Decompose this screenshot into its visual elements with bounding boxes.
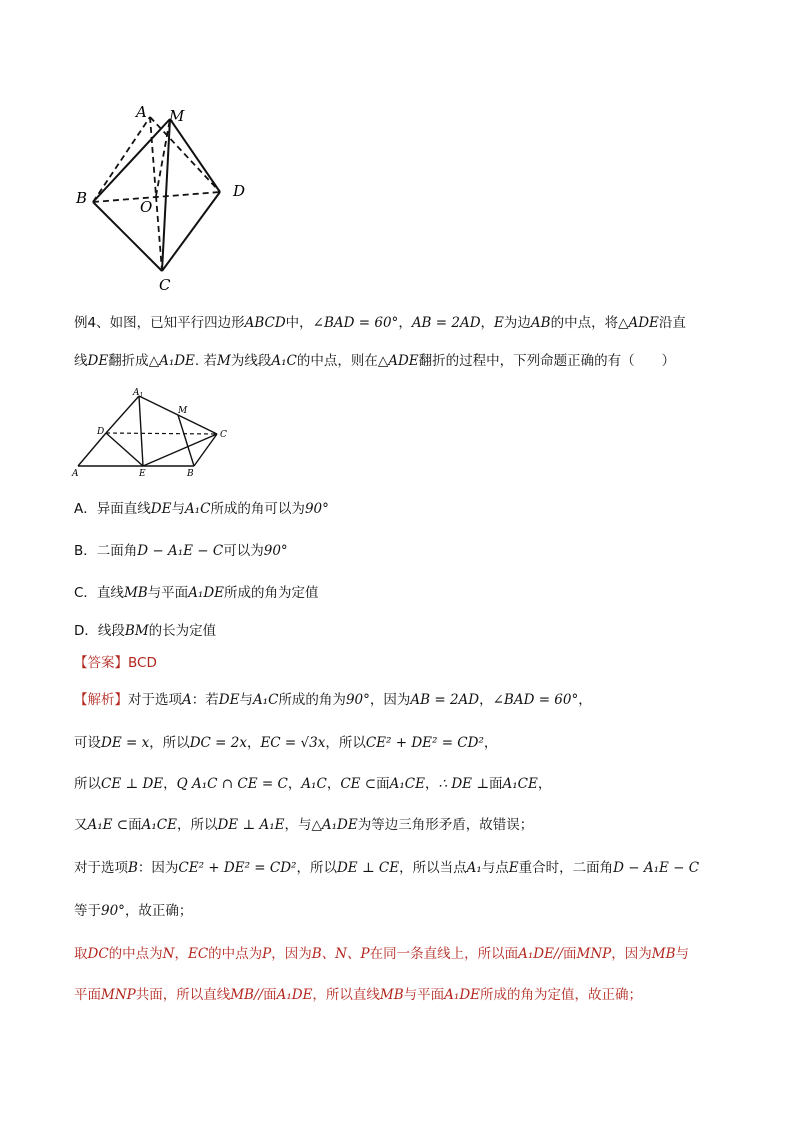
label-M: M	[169, 107, 185, 125]
label-M: M	[178, 406, 188, 416]
edge-DA1	[106, 396, 139, 433]
figure-pyramid	[70, 95, 270, 300]
answer-label: 【答案】	[74, 655, 128, 671]
analysis-line-1: 【解析】对于选项A：若DE与A₁C所成的角为90°，因为AB = 2AD，∠BAD = 60°，	[74, 692, 592, 708]
analysis-line-4: 又A₁E ⊂面A₁CE，所以DE ⊥ A₁E，与△A₁DE为等边三角形矛盾，故错误；	[74, 817, 534, 833]
label-E: E	[139, 469, 146, 479]
analysis-line-7: 取DC的中点为N，EC的中点为P，因为B、N、P在同一条直线上，所以面A₁DE//面MNP，因为MB与	[74, 946, 689, 962]
edge-A1E	[139, 396, 143, 466]
label-A1: $A_1$	[133, 388, 144, 399]
label-O: O	[140, 198, 153, 216]
label-B: B	[76, 189, 88, 207]
figure-parallelogram	[70, 385, 245, 480]
edge-BM	[93, 119, 170, 202]
edge-OC	[156, 196, 162, 271]
edge-AO	[150, 117, 156, 196]
option-b: B．二面角D − A₁E − C可以为90°	[74, 543, 288, 559]
label-B: B	[187, 469, 194, 479]
edge-BA	[93, 117, 150, 202]
label-D: D	[233, 182, 246, 200]
edge-DC	[106, 433, 217, 434]
example-line-2: 线DE翻折成△A₁DE. 若M为线段A₁C的中点，则在△ADE翻折的过程中，下列命题正确的有（ ）	[74, 353, 676, 369]
label-C: C	[159, 276, 171, 294]
analysis-line-5: 对于选项B：因为CE² + DE² = CD²，所以DE ⊥ CE，所以当点A₁与点E重合时，二面角D − A₁E − C	[74, 860, 700, 876]
label-D: D	[97, 427, 105, 437]
option-a: A．异面直线DE与A₁C所成的角可以为90°	[74, 501, 329, 517]
edge-MD	[170, 119, 220, 192]
option-c: C．直线MB与平面A₁DE所成的角为定值	[74, 585, 319, 601]
label-C: C	[220, 430, 227, 440]
example-line-1: 例4、如图，已知平行四边形ABCD中，∠BAD = 60°，AB = 2AD，E为边AB的中点，将△ADE沿直	[74, 315, 686, 331]
option-d: D．线段BM的长为定值	[74, 623, 217, 639]
edge-CD	[162, 192, 220, 271]
answer-value: BCD	[128, 655, 157, 671]
label-A: A	[72, 469, 79, 479]
analysis-line-6: 等于90°，故正确；	[74, 903, 193, 919]
edge-DE	[106, 433, 143, 466]
analysis-line-3: 所以CE ⊥ DE，Q A₁C ∩ CE = C，A₁C，CE ⊂面A₁CE，∴ DE ⊥面A₁CE，	[74, 776, 552, 792]
analysis-line-2: 可设DE = x，所以DC = 2x，EC = √3x，所以CE² + DE² = CD²，	[74, 735, 498, 751]
answer-line	[74, 653, 157, 673]
edge-MB	[178, 415, 194, 466]
edge-AD	[150, 117, 220, 192]
label-A: A	[136, 103, 147, 121]
analysis-line-8: 平面MNP共面，所以直线MB//面A₁DE，所以直线MB与平面A₁DE所成的角为定值，故正确；	[74, 987, 643, 1003]
edge-AD	[78, 433, 106, 466]
